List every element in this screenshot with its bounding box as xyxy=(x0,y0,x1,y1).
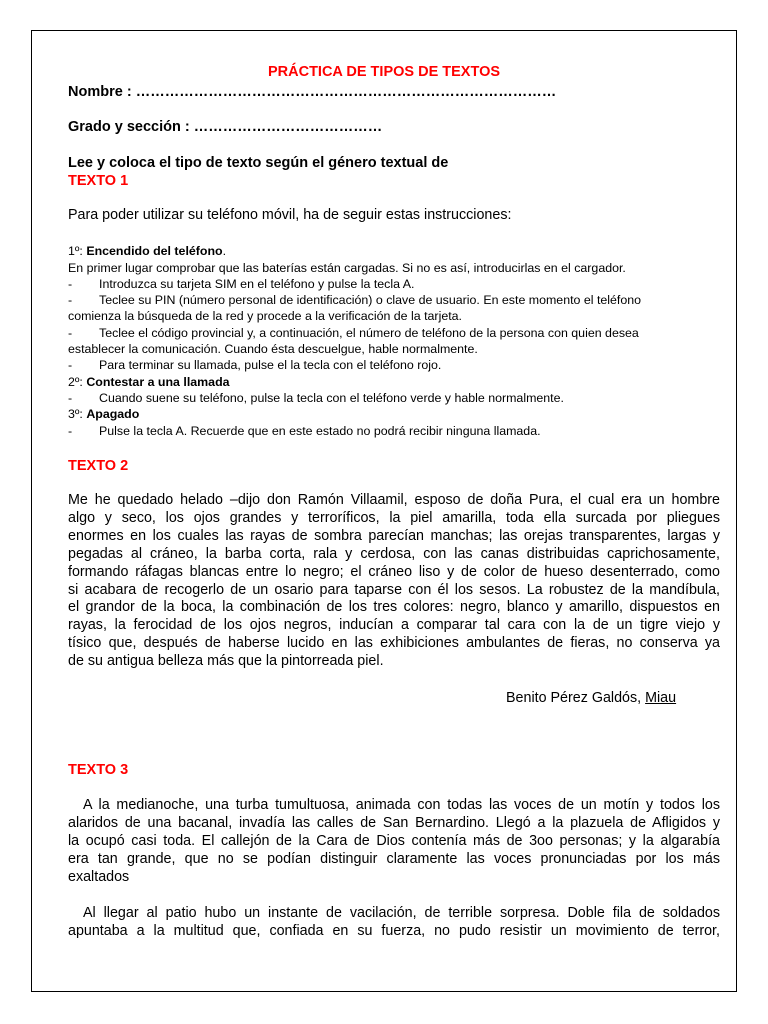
paragraph-line: pegadas al cráneo, la barba corta, rala y cerdosa, con las canas distribuidas caprichosamente, xyxy=(68,545,720,562)
texto1-line: - Cuando suene su teléfono, pulse la tecla con el teléfono verde y hable normalmente. xyxy=(68,391,564,405)
texto1-intro: Para poder utilizar su teléfono móvil, ha de seguir estas instrucciones: xyxy=(68,207,512,223)
step2-number: 2º: xyxy=(68,375,83,389)
paragraph-line: algo y seco, los ojos grandes y terroríficos, la piel amarilla, toda ella surcada por pliegues xyxy=(68,509,720,526)
step1-number: 1º: xyxy=(68,244,83,258)
step3-number: 3º: xyxy=(68,407,83,421)
citation-work: Miau xyxy=(645,690,677,706)
texto1-line: comienza la búsqueda de la red y procede a la verificación de la tarjeta. xyxy=(68,309,462,323)
list-dash: - xyxy=(68,358,73,372)
texto1-line: - Pulse la tecla A. Recuerde que en este estado no podrá recibir ninguna llamada. xyxy=(68,424,541,438)
step1-title: Encendido del teléfono xyxy=(86,244,223,258)
texto1-line: - Introduzca su tarjeta SIM en el teléfono y pulse la tecla A. xyxy=(68,277,415,291)
list-dash: - xyxy=(68,293,73,307)
list-dash: - xyxy=(68,326,73,340)
instruction-text: Lee y coloca el tipo de texto según el género textual de xyxy=(68,155,449,171)
list-dash: - xyxy=(68,277,73,291)
grado-line xyxy=(68,119,382,135)
texto1-line: - Para terminar su llamada, pulse el la tecla con el teléfono rojo. xyxy=(68,358,442,372)
step1-period: . xyxy=(222,244,227,258)
paragraph-line: rayas, la ferocidad de los ojos negros, inducían a comparar tal cara con la de un tigre viejo y xyxy=(68,617,720,634)
texto2-paragraph xyxy=(68,492,720,671)
nombre-label: Nombre : xyxy=(68,84,132,100)
paragraph-line: exaltados xyxy=(68,868,130,885)
texto3-paragraph-2 xyxy=(68,905,720,941)
paragraph-line: formando ráfagas blancas entre lo negro; el cráneo liso y de color de hueso desenterrado, como xyxy=(68,563,720,580)
paragraph-line: Me he quedado helado –dijo don Ramón Villaamil, esposo de doña Pura, el cual era un hombre xyxy=(68,492,720,508)
paragraph-line: de su antigua belleza más que la pintorreada piel. xyxy=(68,653,384,670)
texto2-citation xyxy=(506,690,676,706)
paragraph-line: si acabara de recogerlo de un osario para taparse con él los sesos. La robustez de la mandíbula, xyxy=(68,581,720,598)
paragraph-line: enormes en los cuales las rayas de sombra parecían manchas; las orejas transparentes, largas y xyxy=(68,527,720,544)
nombre-line xyxy=(68,84,556,100)
paragraph-line: alaridos de una bacanal, invadía las calles de San Bernardino. Llegó a la plazuela de Afligidos y xyxy=(68,814,720,831)
nombre-blank: …………………………………………………………………………… xyxy=(135,84,557,100)
grado-label: Grado y sección : xyxy=(68,119,190,135)
paragraph-line: la ocupó casi toda. El callejón de la Cara de Dios contenía más de 3oo personas; y la algarabía xyxy=(68,832,720,849)
paragraph-line: era tan grande, que no se podían distinguir claramente las voces pronunciadas por los más xyxy=(68,850,720,867)
texto1-line: En primer lugar comprobar que las baterías están cargadas. Si no es así, introducirlas en el cargador. xyxy=(68,261,626,275)
citation-author: Benito Pérez Galdós, xyxy=(506,690,642,706)
step3-title: Apagado xyxy=(86,407,140,421)
paragraph-line: apuntaba a la multitud que, confiada en su fuerza, no pudo resistir un movimiento de terror, xyxy=(68,922,720,939)
step2-heading xyxy=(68,374,230,390)
texto2-heading: TEXTO 2 xyxy=(68,458,129,474)
paragraph-line: tísico que, después de haberse lucido en las exhibiciones ambulantes de fieras, no conserva ya xyxy=(68,635,720,652)
list-dash: - xyxy=(68,391,73,405)
grado-blank: ………………………………… xyxy=(193,119,383,135)
step3-heading xyxy=(68,406,139,422)
paragraph-line: A la medianoche, una turba tumultuosa, animada con todas las voces de un motín y todos los xyxy=(83,797,720,813)
step2-title: Contestar a una llamada xyxy=(86,375,230,389)
step1-heading xyxy=(68,243,226,259)
texto1-line: - Teclee el código provincial y, a continuación, el número de teléfono de la persona con quien desea xyxy=(68,326,639,340)
texto1-line: - Teclee su PIN (número personal de identificación) o clave de usuario. En este momento el teléfono xyxy=(68,293,642,307)
paragraph-line: Al llegar al patio hubo un instante de vacilación, de terrible sorpresa. Doble fila de soldados xyxy=(83,905,720,921)
list-dash: - xyxy=(68,424,73,438)
texto1-line: establecer la comunicación. Cuando ésta descuelgue, hable normalmente. xyxy=(68,342,478,356)
texto1-heading: TEXTO 1 xyxy=(68,173,129,189)
page-title: PRÁCTICA DE TIPOS DE TEXTOS xyxy=(267,64,501,80)
texto3-heading: TEXTO 3 xyxy=(68,762,129,778)
paragraph-line: el grandor de la boca, la combinación de los tres colores: negro, blanco y amarillo, dispuestos en xyxy=(68,599,720,616)
texto3-paragraph-1 xyxy=(68,797,720,887)
